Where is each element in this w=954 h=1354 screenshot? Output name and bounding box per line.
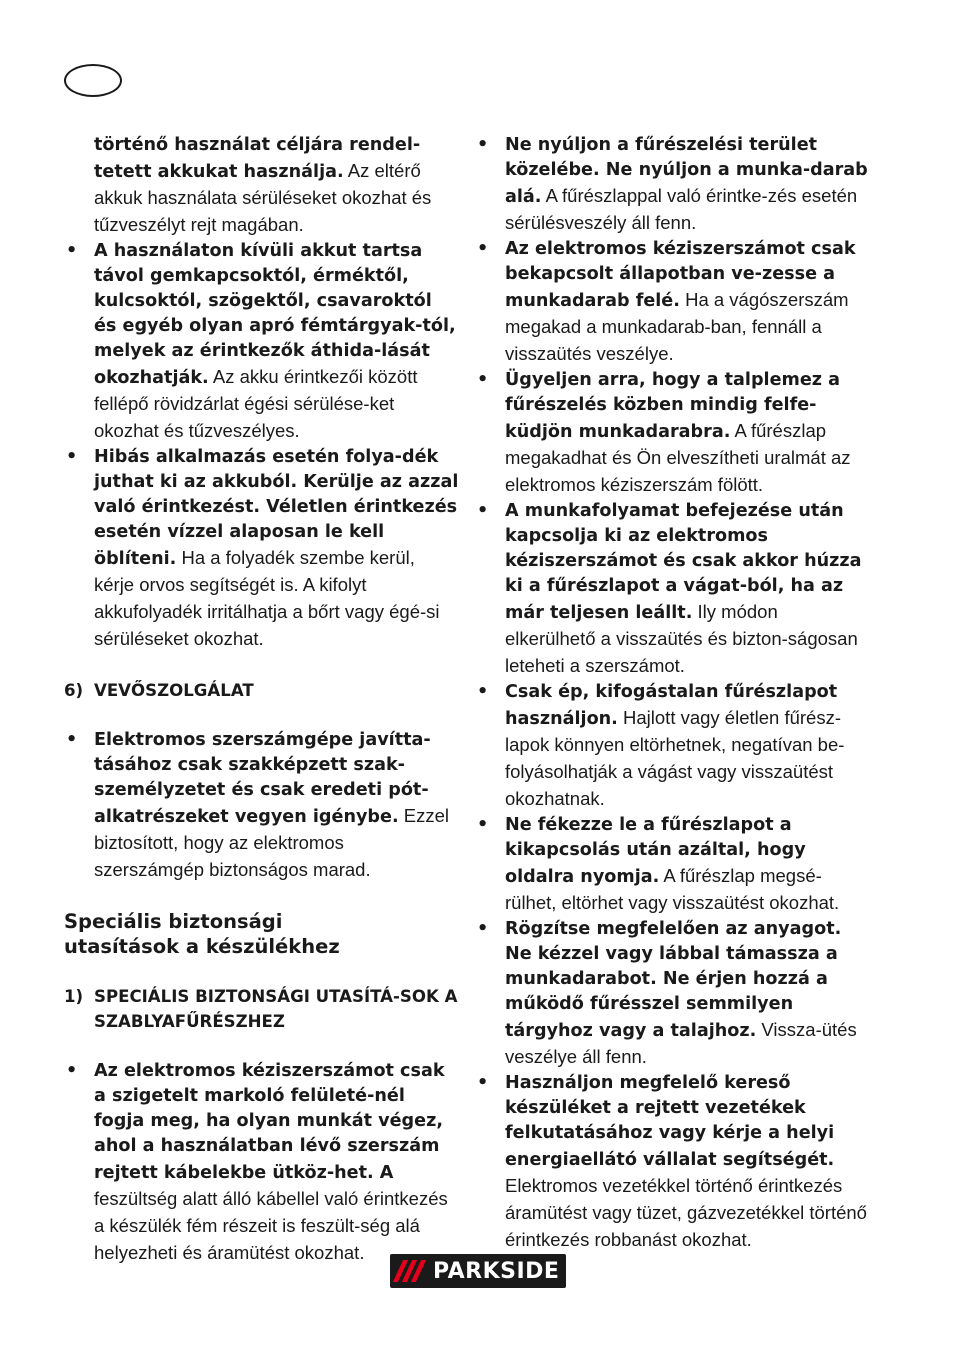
paragraph-bold: Ügyeljen arra, hogy a talplemez a fűrészelés közben mindig felfe-küdjön munkadarabra. bbox=[505, 370, 841, 442]
bullet-secure-material bbox=[475, 917, 870, 1071]
bullet-switched-on bbox=[475, 237, 870, 368]
paragraph-bold: Elektromos szerszámgépe javítta-tásához csak szakképzett szak-személyzetet és csak eredeti pót-alkatrészeket vegyen igénybe. bbox=[94, 730, 431, 827]
heading-customer-service bbox=[64, 678, 459, 703]
heading-text: SPECIÁLIS BIZTONSÁGI UTASÍTÁ-SOK A SZABLYAFŰRÉSZHEZ bbox=[94, 987, 458, 1031]
bullet-switch-off bbox=[475, 499, 870, 680]
paragraph-text: Az eltérő akkuk használata sérüléseket okozhat és tűzveszélyt rejt magában. bbox=[94, 160, 432, 235]
paragraph-text: Ily módon elkerülhető a visszaütés és bizton-ságosan leteheti a szerszámot. bbox=[505, 601, 858, 676]
paragraph-bold: Csak ép, kifogástalan fűrészlapot használjon. bbox=[505, 682, 838, 729]
paragraph-text: Ha a folyadék szembe kerül, kérje orvos segítségét is. A kifolyt akkufolyadék irritálhatja a bőrt vagy égé-si sérüléseket okozhat. bbox=[94, 547, 440, 649]
bullet-base-plate bbox=[475, 368, 870, 499]
paragraph-text: Vissza-ütés veszélye áll fenn. bbox=[505, 1019, 857, 1067]
logo-stripes-icon bbox=[398, 1260, 425, 1282]
paragraph-bold: Használjon megfelelő kereső készüléket a rejtett vezetékek felkutatásához vagy kérje a helyi energiaellátó vállalat segítségét. bbox=[505, 1073, 835, 1170]
bullet-repair bbox=[64, 728, 459, 884]
paragraph-bold: Hibás alkalmazás esetén folya-dék juthat ki az akkuból. Kerülje az azzal való érintkezést. Véletlen érintkezés esetén vízzel alaposan le kell öblíteni. bbox=[94, 447, 459, 569]
section-title bbox=[64, 909, 459, 959]
paragraph-text: Ezzel biztosított, hogy az elektromos szerszámgép biztonságos marad. bbox=[94, 805, 450, 880]
section-title-line-1: Speciális biztonsági bbox=[64, 910, 283, 933]
bullet-insulated-grip bbox=[64, 1059, 459, 1267]
paragraph-battery-use bbox=[64, 133, 459, 239]
section-title-line-2: utasítások a készülékhez bbox=[64, 935, 340, 958]
bullet-detector bbox=[475, 1071, 870, 1254]
bullet-battery-storage bbox=[64, 239, 459, 445]
logo-wordmark: PARKSIDE bbox=[433, 1258, 560, 1284]
paragraph-text: Ha a vágószerszám megakad a munkadarab-ban, fennáll a visszaütés veszélye. bbox=[505, 289, 849, 364]
heading-number: 1) bbox=[64, 987, 84, 1006]
bullet-battery-fluid bbox=[64, 445, 459, 653]
parkside-logo bbox=[390, 1254, 566, 1288]
paragraph-text: Hajlott vagy életlen fűrész-lapok könnyen eltörhetnek, negatívan be-folyásolhatják a vágást vagy visszaütést okozhatnak. bbox=[505, 707, 845, 809]
paragraph-bold: Az elektromos kéziszerszámot csak bekapcsolt állapotban ve-zesse a munkadarab felé. bbox=[505, 239, 856, 311]
paragraph-bold: történő használat céljára rendel-tetett akkukat használja. bbox=[94, 135, 421, 182]
paragraph-text: Az akku érintkezői között fellépő rövidzárlat égési sérülése-ket okozhat és tűzveszélyes. bbox=[94, 366, 418, 441]
paragraph-bold: Ne nyúljon a fűrészelési terület közelébe. Ne nyúljon a munka-darab alá. bbox=[505, 135, 868, 207]
heading-saber-saw bbox=[64, 984, 459, 1034]
right-column bbox=[475, 133, 870, 1254]
left-column bbox=[64, 133, 459, 1267]
paragraph-bold: Ne fékezze le a fűrészlapot a kikapcsolás után azáltal, hogy oldalra nyomja. bbox=[505, 815, 806, 887]
paragraph-text: feszültség alatt álló kábellel való érintkezés a készülék fém részeit is feszült-ség alá helyezheti és áramütést okozhat. bbox=[94, 1188, 448, 1263]
paragraph-bold: Rögzítse megfelelően az anyagot. Ne kézzel vagy lábbal támassza a munkadarabot. Ne érjen hozzá a működő fűrésszel semmilyen tárgyhoz vagy a talajhoz. bbox=[505, 919, 842, 1041]
bullet-sawing-area bbox=[475, 133, 870, 237]
paragraph-text: A fűrészlappal való érintke-zés esetén sérülésveszély áll fenn. bbox=[505, 185, 858, 233]
language-badge bbox=[64, 64, 122, 97]
paragraph-bold: Az elektromos kéziszerszámot csak a szigetelt markoló felületé-nél fogja meg, ha olyan munkát végez, ahol a használatban lévő szerszám rejtett kábelekbe ütköz-het. A bbox=[94, 1061, 445, 1183]
paragraph-bold: A munkafolyamat befejezése után kapcsolja ki az elektromos kéziszerszámot és csak akkor húzza ki a fűrészlapot a vágat-ból, ha az már teljesen leállt. bbox=[505, 501, 862, 623]
paragraph-bold: A használaton kívüli akkut tartsa távol gemkapcsoktól, érméktől, kulcsoktól, szögektől, csavaroktól és egyéb olyan apró fémtárgyak-tól, melyek az érintkezők áthida-lását okozhatják. bbox=[94, 241, 456, 388]
bullet-no-braking bbox=[475, 813, 870, 917]
paragraph-text: A fűrészlap megakadhat és Ön elveszítheti uralmát az elektromos kéziszerszám fölött. bbox=[505, 420, 851, 495]
bullet-intact-blade bbox=[475, 680, 870, 813]
paragraph-text: Elektromos vezetékkel történő érintkezés áramütést vagy tüzet, gázvezetékkel történő érintkezés robbanást okozhat. bbox=[505, 1175, 867, 1250]
heading-number: 6) bbox=[64, 681, 84, 700]
heading-text: VEVŐSZOLGÁLAT bbox=[94, 681, 254, 700]
paragraph-text: A fűrészlap megsé-rülhet, eltörhet vagy visszaütést okozhat. bbox=[505, 865, 840, 913]
